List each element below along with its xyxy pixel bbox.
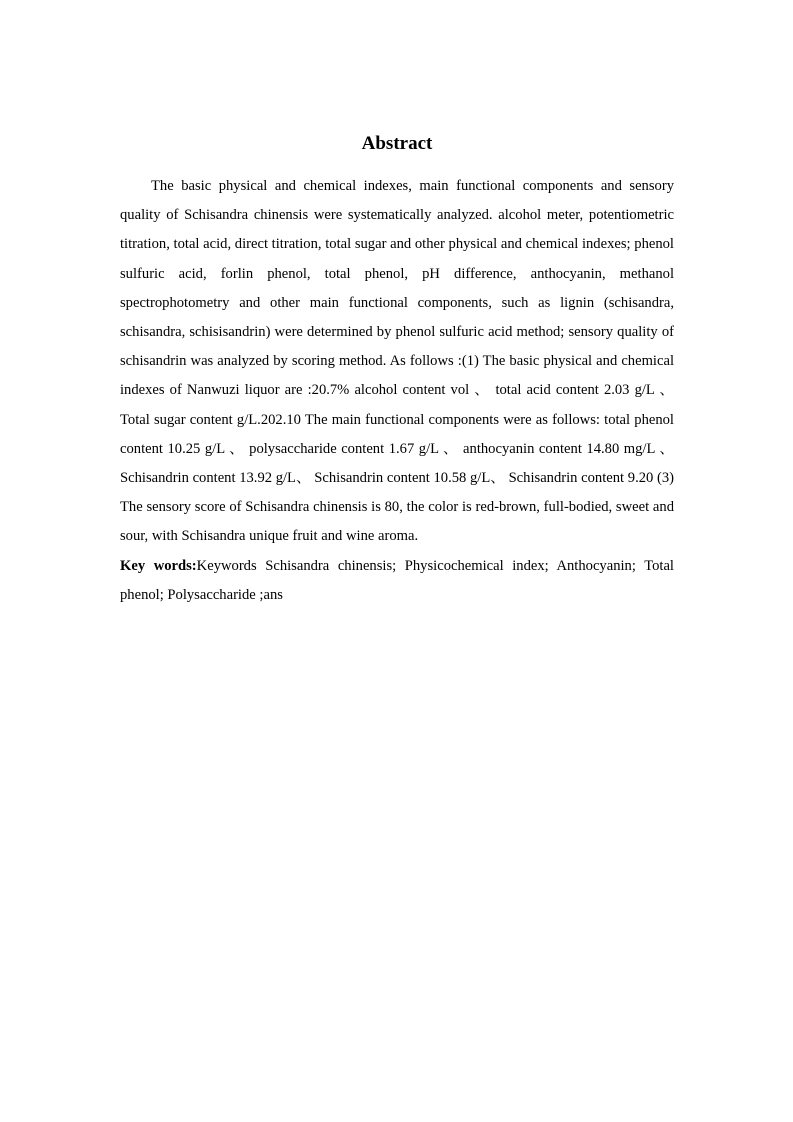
abstract-body: The basic physical and chemical indexes, main functional components and sensory quality of Schisandra chinensis were systematically analyzed. alcohol meter, potentiometric titration, total acid, direct titration, total sugar and other physical and chemical indexes; phenol sulfuric acid, forlin phenol, total phenol, pH difference, anthocyanin, methanol spectrophotometry and other main functional components, such as lignin (schisandra, schisandra, schisisandrin) were determined by phenol sulfuric acid method; sensory quality of schisandrin was analyzed by scoring method. As follows :(1) The basic physical and chemical indexes of Nanwuzi liquor are :20.7% alcohol content vol 、 total acid content 2.03 g/L 、 Total sugar content g/L.202.10 The main functional components were as follows: total phenol content 10.25 g/L 、 polysaccharide content 1.67 g/L 、 anthocyanin content 14.80 mg/L 、 Schisandrin content 13.92 g/L、 Schisandrin content 10.58 g/L、 Schisandrin content 9.20 (3) The sensory score of Schisandra chinensis is 80, the color is red-brown, full-bodied, sweet and sour, with Schisandra unique fruit and wine aroma.	[120, 178, 674, 545]
keywords-label: Key words:	[120, 557, 197, 574]
keywords-text: Keywords Schisandra chinensis; Physicochemical index; Anthocyanin; Total phenol; Polysaccharide ;ans	[120, 557, 674, 603]
abstract-page	[120, 130, 674, 610]
abstract-title: Abstract	[361, 133, 433, 154]
keywords-paragraph	[120, 552, 674, 610]
